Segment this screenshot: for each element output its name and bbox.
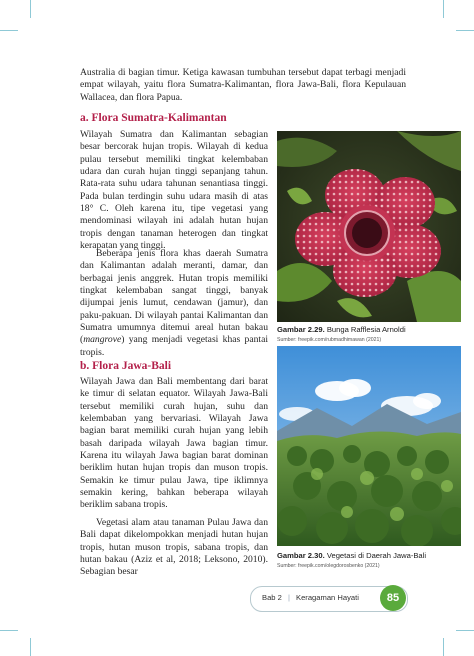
rafflesia-illustration: [277, 131, 461, 322]
section-b-paragraph-1: Wilayah Jawa dan Bali membentang dari barat ke timur di selatan equator. Wilayah Jawa-Bali tersebut memiliki curah hujan, suhu dan kelembaban yang bervariasi. Wilayah Jawa bagian barat memiliki curah hujan yang lebih basah daripada wilayah Jawa bagian timur. Karena itu wilayah Jawa bagian barat dominan beriklim hutan hujan tropis dan muson tropis. Semakin ke timur pulau Jawa, tipe iklimnya semakin kering, bahkan beberapa wilayah beriklim sabana tropis.: [80, 376, 268, 511]
footer-chapter: Bab 2: [262, 593, 282, 602]
crop-mark-bottom-right-h: [456, 630, 474, 631]
figure-caption-text: Bunga Rafflesia Arnoldi: [326, 325, 406, 334]
crop-mark-top-left: [30, 0, 31, 18]
crop-mark-top-right: [443, 0, 444, 18]
figure-229-caption: [277, 325, 461, 334]
forest-illustration: [277, 346, 461, 546]
jawa-bali-vegetation-photo: [277, 346, 461, 546]
section-a-heading: a. Flora Sumatra-Kalimantan: [80, 112, 227, 124]
footer-divider: |: [288, 593, 290, 602]
section-b-heading: b. Flora Jawa-Bali: [80, 360, 172, 372]
section-b-paragraph-2: Vegetasi alam atau tanaman Pulau Jawa dan Bali dapat dikelompokkan menjadi hutan hujan tropis, hutan muson tropis, sabana tropis, dan hutan bakau (Aziz et al, 2018; Leksono, 2010). Sebagian besar: [80, 517, 268, 578]
page-number-badge: 85: [380, 585, 406, 611]
crop-mark-bottom-left: [30, 638, 31, 656]
figure-label: Gambar 2.29.: [277, 325, 325, 334]
figure-229-credit: Sumber: freepik.com/rubmadhimawan (2021): [277, 337, 382, 343]
rafflesia-photo: [277, 131, 461, 322]
figure-caption-text: Vegetasi di Daerah Jawa-Bali: [326, 551, 427, 560]
intro-paragraph: Australia di bagian timur. Ketiga kawasan tumbuhan tersebut dapat terbagi menjadi empat wilayah, yaitu flora Sumatra-Kalimantan, flora Jawa-Bali, flora Kepulauan Wallacea, dan flora Papua.: [80, 67, 406, 103]
paragraph-text: ) yang menjadi vegetasi khas pantai tropis.: [80, 334, 268, 358]
figure-230-caption: [277, 551, 461, 560]
crop-mark-bottom-right: [443, 638, 444, 656]
mangrove-term: mangrove: [83, 334, 122, 346]
crop-mark-top-left-h: [0, 30, 18, 31]
footer-title: Keragaman Hayati: [296, 593, 359, 602]
section-a-paragraph-1: Wilayah Sumatra dan Kalimantan sebagian besar bercorak hujan tropis. Wilayah di kedua pulau tersebut memiliki tingkat kelembaban udara dan curah hujan tinggi sepanjang tahun. Rata-rata suhu udara tahunan senantiasa tinggi. Pada bulan terdingin suhu udara masih di atas 18° C. Oleh karena itu, tipe vegetasi yang mendominasi wilayah ini adalah hutan hujan tropis dengan tanaman heterogen dan tingkat kerapatan yang tinggi.: [80, 129, 268, 252]
crop-mark-bottom-left-h: [0, 630, 18, 631]
crop-mark-top-right-h: [456, 30, 474, 31]
figure-230-credit: Sumber: freepik.com/olegdorosbenko (2021): [277, 563, 380, 569]
paragraph-text: Beberapa jenis flora khas daerah Sumatra dan Kalimantan adalah meranti, damar, dan berbagai jenis anggrek. Hutan tropis memiliki tingkat kelembaban sangat tinggi, banyak dijumpai jenis lumut, cendawan (jamur), dan paku-pakuan. Di wilayah pantai Kalimantan dan Sumatra umumnya ditemui areal hutan bakau (: [80, 248, 268, 346]
section-a-paragraph-2: [80, 248, 268, 359]
figure-label: Gambar 2.30.: [277, 551, 325, 560]
